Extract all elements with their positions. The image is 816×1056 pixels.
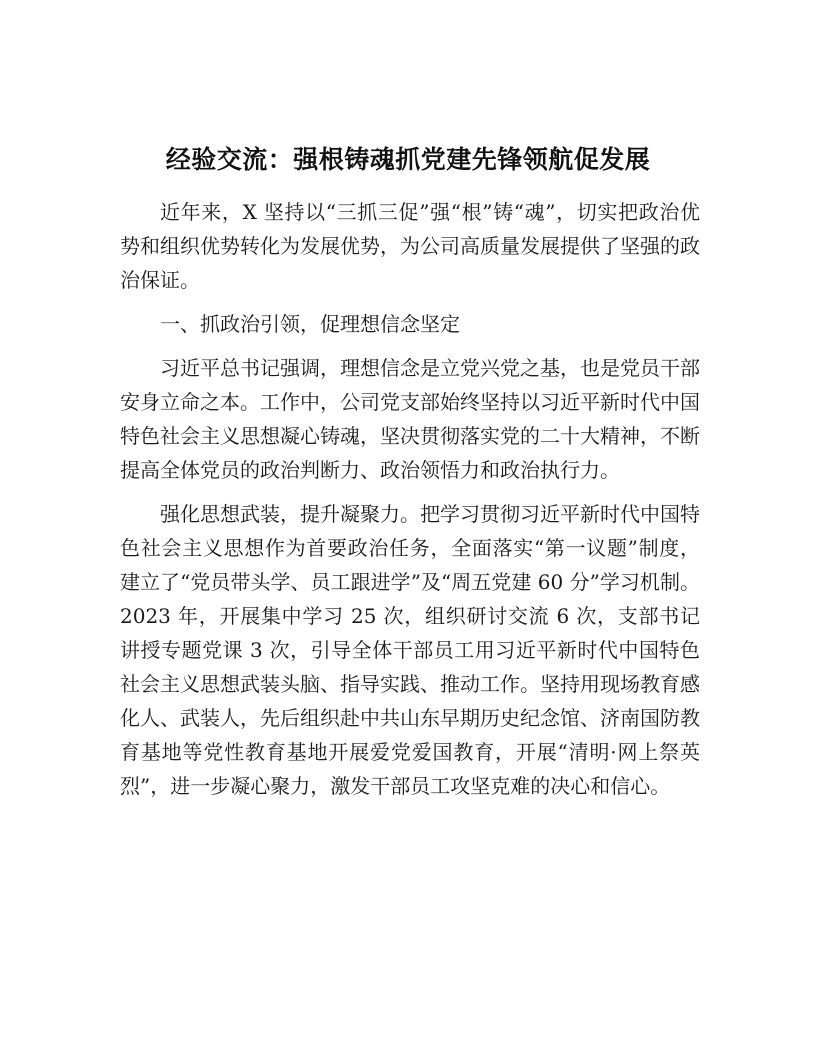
body-paragraph: 习近平总书记强调，理想信念是立党兴党之基，也是党员干部安身立命之本。工作中，公司党支部始终坚持以习近平新时代中国特色社会主义思想凝心铸魂，坚决贯彻落实党的二十大精神，不断提高全体党员的政治判断力、政治领悟力和政治执行力。 bbox=[120, 356, 700, 482]
intro-paragraph: 近年来，X 坚持以“三抓三促”强“根”铸“魂”，切实把政治优势和组织优势转化为发展优势，为公司高质量发展提供了坚强的政治保证。 bbox=[120, 200, 700, 292]
document-body bbox=[120, 195, 700, 813]
body-paragraph: 强化思想武装，提升凝聚力。把学习贯彻习近平新时代中国特色社会主义思想作为首要政治任务，全面落实“第一议题”制度，建立了“党员带头学、员工跟进学”及“周五党建 60 分”学习机制。2023 年，开展集中学习 25 次，组织研讨交流 6 次，支部书记讲授专题党课 3 次，引导全体干部员工用习近平新时代中国特色社会主义思想武装头脑、指导实践、推动工作。坚持用现场教育感化人、武装人，先后组织赴中共山东早期历史纪念馆、济南国防教育基地等党性教育基地开展爱党爱国教育，开展“清明·网上祭英烈”，进一步凝心聚力，激发干部员工攻坚克难的决心和信心。 bbox=[120, 502, 700, 798]
section-heading: 一、抓政治引领，促理想信念坚定 bbox=[160, 312, 460, 336]
document-title: 经验交流：强根铸魂抓党建先锋领航促发展 bbox=[165, 145, 651, 174]
